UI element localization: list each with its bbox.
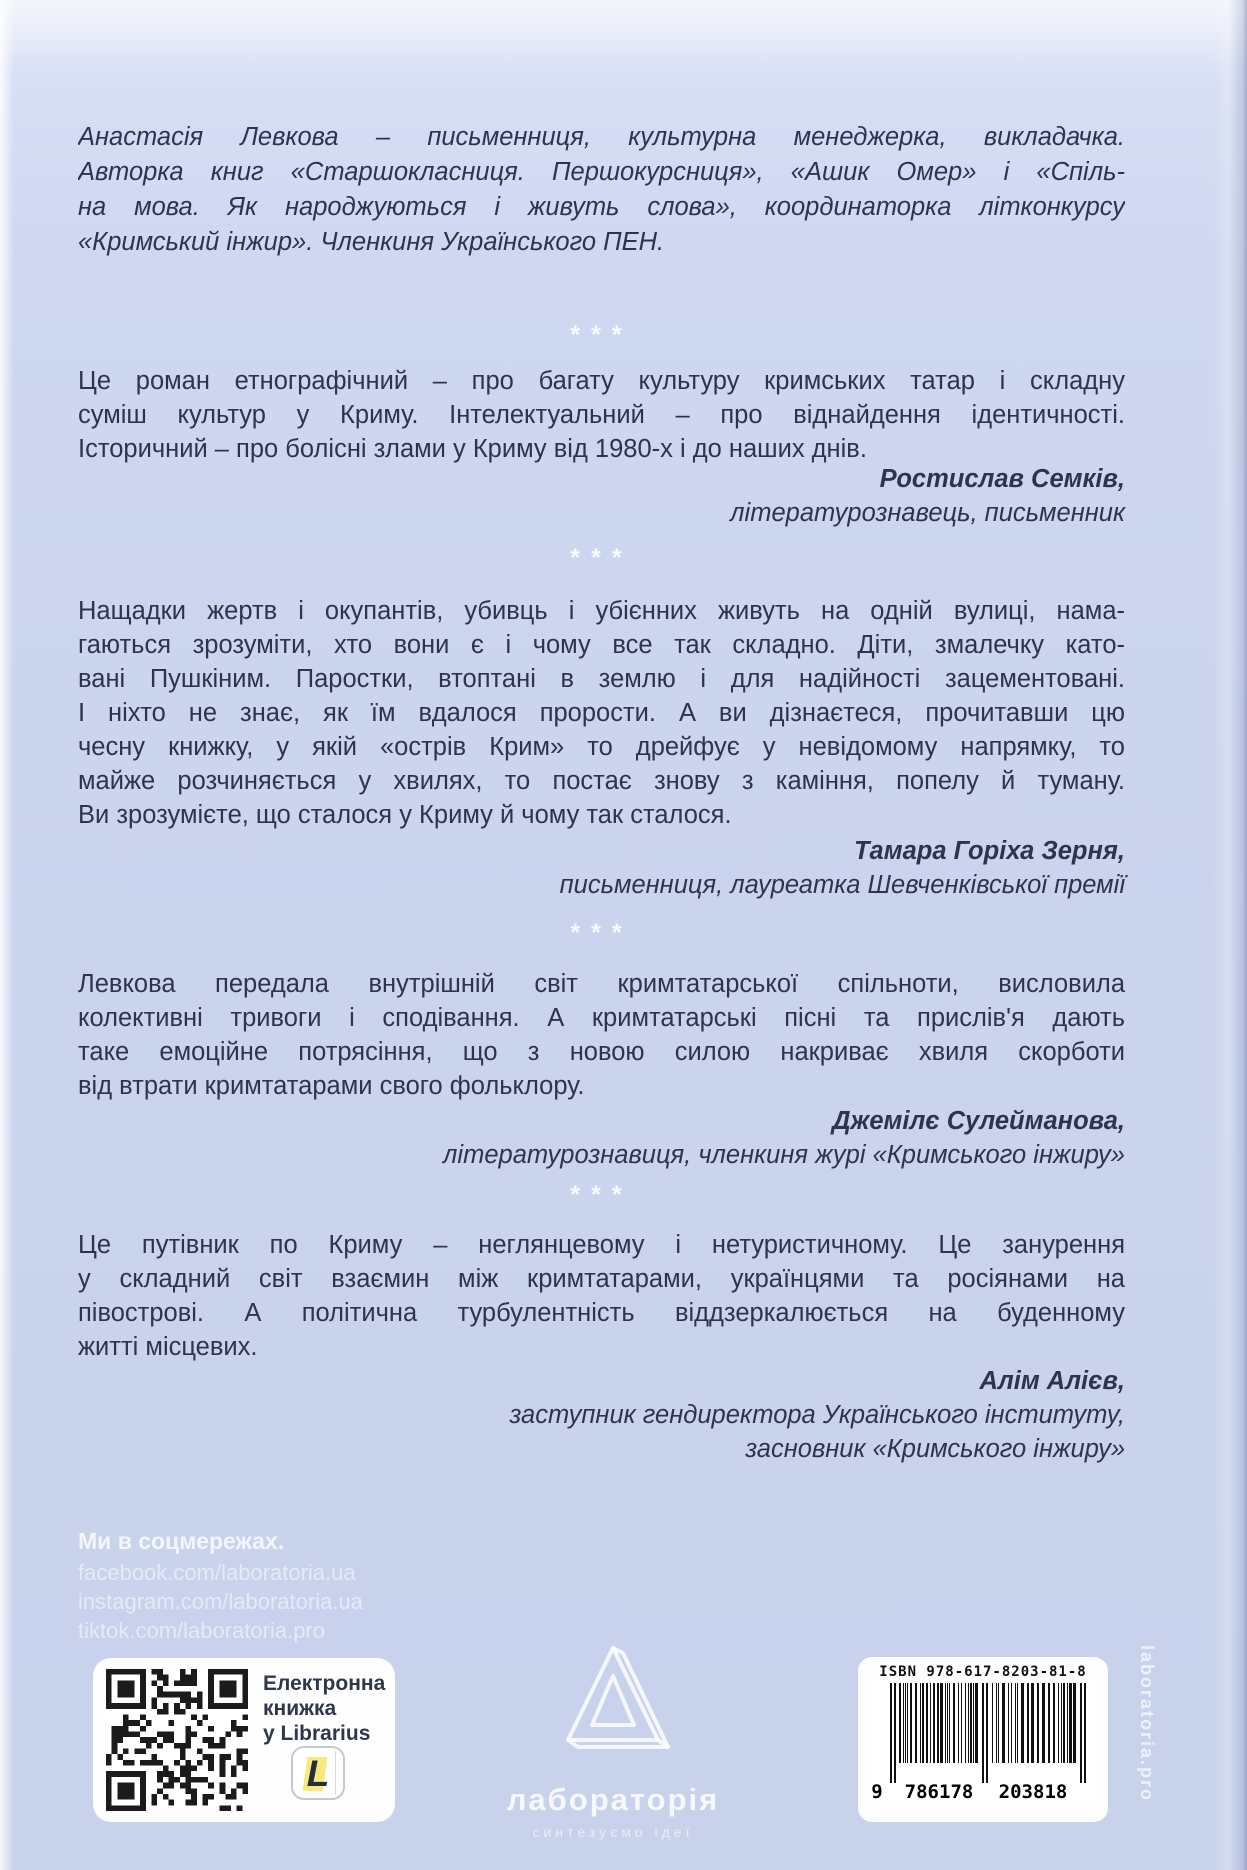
ean-barcode bbox=[868, 1683, 1096, 1801]
page-right-edge bbox=[1213, 0, 1247, 1870]
publisher-wordmark: лабораторія bbox=[506, 1782, 720, 1817]
reviewer-name: Тамара Горіха Зерня, bbox=[853, 837, 1125, 865]
section-separator: *** bbox=[570, 919, 633, 947]
review-quote bbox=[78, 594, 1125, 832]
review-attribution bbox=[78, 462, 1125, 530]
ebook-text-line: у Librarius bbox=[263, 1722, 371, 1745]
text-line: півострові. А політична турбулентність віддзеркалюється на буденному bbox=[78, 1299, 1125, 1327]
page-top-edge bbox=[0, 0, 1247, 70]
ebook-qr-card bbox=[93, 1658, 395, 1822]
text-line: майже розчиняється у хвилях, то постає знову з каміння, попелу й туману. bbox=[78, 767, 1125, 795]
review-attribution bbox=[78, 834, 1125, 902]
review-quote bbox=[78, 364, 1125, 466]
text-line: від втрати кримтатарами свого фольклору. bbox=[78, 1072, 585, 1100]
text-line: засновник «Кримського інжиру» bbox=[745, 1435, 1125, 1463]
text-line: Левкова передала внутрішній світ кримтатарської спільноти, висловила bbox=[78, 970, 1125, 998]
instagram-link: instagram.com/laboratoria.ua bbox=[78, 1589, 363, 1614]
publisher-tagline: синтезуємо ідеї bbox=[532, 1824, 694, 1840]
review-attribution bbox=[78, 1364, 1125, 1466]
text-line: таке емоційне потрясіння, що з новою силою накриває хвиля скорботи bbox=[78, 1038, 1125, 1066]
reviewer-name: Ростислав Семків, bbox=[879, 465, 1125, 493]
text-line: заступник гендиректора Українського інституту, bbox=[509, 1401, 1125, 1429]
text-line: у складний світ взаємин між кримтатарами, українцями та росіянами на bbox=[78, 1265, 1125, 1293]
reviewer-role bbox=[78, 868, 1125, 902]
review-quote bbox=[78, 967, 1125, 1103]
text-line: суміш культур у Криму. Інтелектуальний – про віднайдення ідентичності. bbox=[78, 401, 1125, 429]
ebook-text-line: Електронна bbox=[263, 1672, 386, 1695]
ebook-card-text bbox=[263, 1671, 385, 1746]
text-line: колективні тривоги і сподівання. А кримтатарські пісні та прислів'я дають bbox=[78, 1004, 1125, 1032]
facebook-link: facebook.com/laboratoria.ua bbox=[78, 1560, 356, 1585]
text-line: письменниця, лауреатка Шевченківської премії bbox=[559, 871, 1125, 899]
text-line: Це путівник по Криму – неглянцевому і нетуристичному. Це занурення bbox=[78, 1231, 1125, 1259]
tiktok-link: tiktok.com/laboratoria.pro bbox=[78, 1618, 325, 1643]
reviewer-name: Джемілє Сулейманова, bbox=[832, 1107, 1125, 1135]
reviewer-name: Алім Алієв, bbox=[979, 1367, 1125, 1395]
text-line: І ніхто не знає, як їм вдалося прорости. А ви дізнаєтеся, прочитавши цю bbox=[78, 699, 1125, 727]
text-line: літературознавець, письменник bbox=[730, 499, 1125, 527]
text-line: Історичний – про болісні злами у Криму від 1980-х і до наших днів. bbox=[78, 435, 867, 463]
text-line: Авторка книг «Старшокласниця. Першокурсниця», «Ашик Омер» і «Спіль- bbox=[78, 158, 1125, 186]
text-line: Нащадки жертв і окупантів, убивць і убієнних живуть на одній вулиці, нама- bbox=[78, 597, 1125, 625]
librarius-logo bbox=[291, 1746, 345, 1800]
text-line: літературознавиця, членкиня журі «Кримського інжиру» bbox=[443, 1141, 1125, 1169]
isbn-barcode-card bbox=[858, 1657, 1108, 1822]
reviewer-role bbox=[78, 496, 1125, 530]
text-line: чесну книжку, у якій «острів Крим» то дрейфує у невідомому напрямку, то bbox=[78, 733, 1125, 761]
side-url: laboratoria.pro bbox=[1137, 1645, 1157, 1803]
text-line: Анастасія Левкова – письменниця, культурна менеджерка, викладачка. bbox=[78, 123, 1125, 151]
section-separator: *** bbox=[570, 544, 633, 572]
page-left-edge bbox=[0, 0, 14, 1870]
text-line: гаються зрозуміти, хто вони є і чому все так складно. Діти, змалечку като- bbox=[78, 631, 1125, 659]
social-title: Ми в соцмережах. bbox=[78, 1528, 285, 1554]
review-quote bbox=[78, 1228, 1125, 1364]
text-line: вані Пушкіним. Паростки, втоптані в землю і для надійності зацементовані. bbox=[78, 665, 1125, 693]
reviewer-role bbox=[78, 1398, 1125, 1466]
text-line: на мова. Як народжуються і живуть слова», координаторка літконкурсу bbox=[78, 193, 1125, 221]
qr-code bbox=[106, 1669, 248, 1811]
section-separator: *** bbox=[570, 1181, 633, 1209]
review-attribution bbox=[78, 1104, 1125, 1172]
text-line: Це роман етнографічний – про багату культуру кримських татар і складну bbox=[78, 367, 1125, 395]
text-line: Ви зрозумієте, що сталося у Криму й чому так сталося. bbox=[78, 801, 732, 829]
author-bio bbox=[78, 120, 1125, 260]
section-separator: *** bbox=[570, 321, 633, 349]
social-media-block bbox=[78, 1528, 363, 1645]
isbn-number: ISBN 978-617-8203-81-8 bbox=[879, 1664, 1087, 1680]
laboratoria-triangle-logo-icon bbox=[551, 1640, 675, 1766]
ebook-text-line: книжка bbox=[263, 1697, 337, 1720]
text-line: житті місцевих. bbox=[78, 1333, 258, 1361]
librarius-letter: L bbox=[306, 1753, 330, 1794]
text-line: «Кримський інжир». Членкиня Українського ПЕН. bbox=[78, 228, 665, 256]
reviewer-role bbox=[78, 1138, 1125, 1172]
